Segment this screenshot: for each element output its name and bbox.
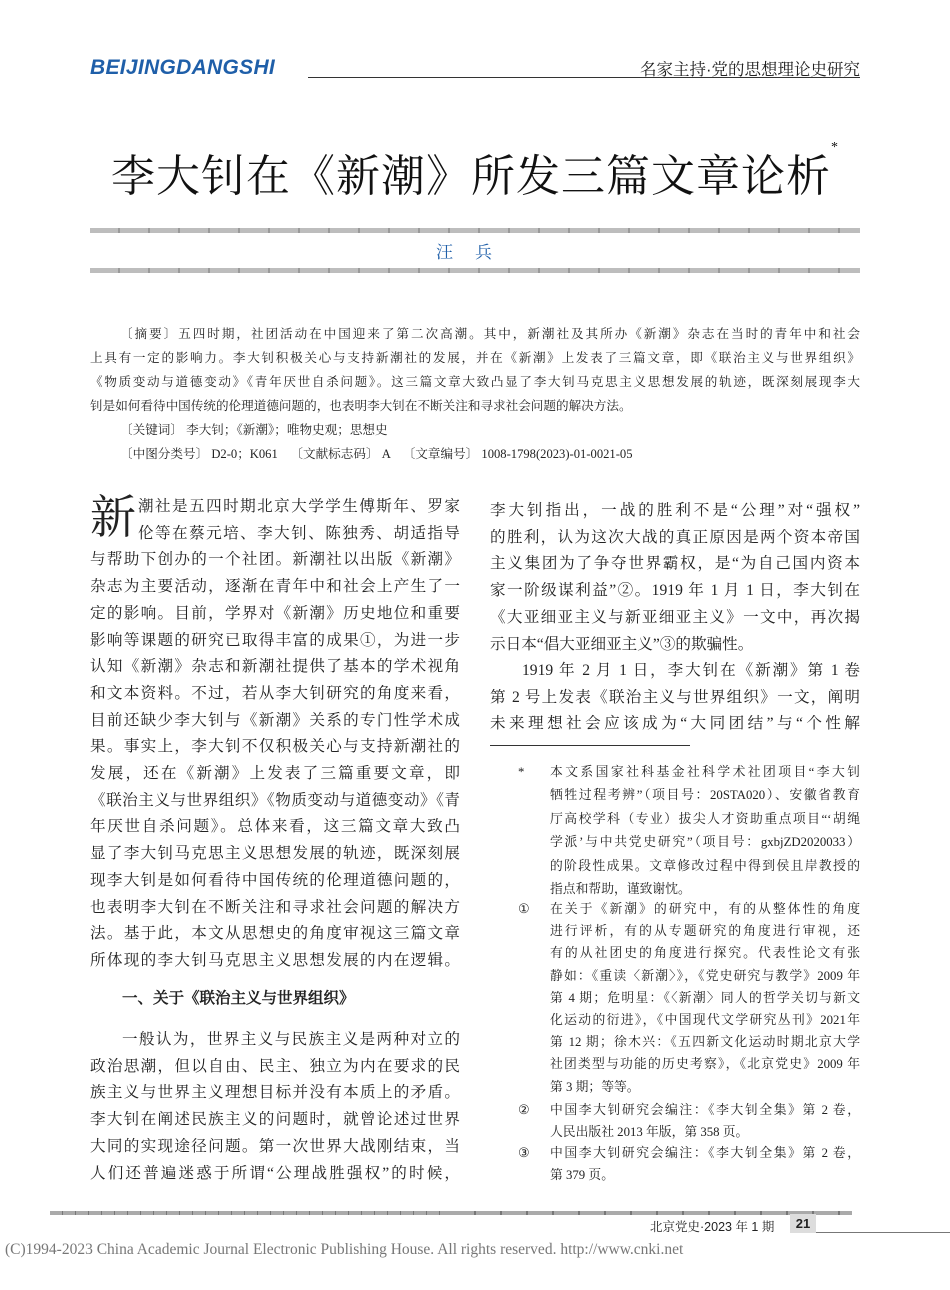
page-number: 21: [790, 1214, 816, 1233]
title-rule-top: [90, 228, 860, 233]
footnote-line: 本文系国家社科基金社科学术社团项目“李大钊: [550, 765, 860, 779]
clc-value: D2-0；K061: [211, 447, 278, 461]
body-line: 《联治主义与世界组织》《物质变动与道德变动》《青: [90, 791, 460, 809]
abstract-line: [90, 370, 860, 394]
keywords-label: 〔关键词〕: [120, 423, 183, 437]
body-line: 人们还普遍迷惑于所谓“公理战胜强权”的时候，: [90, 1164, 460, 1182]
body-line: 的胜利，认为这次大战的真正原因是两个资本帝国: [490, 528, 860, 546]
body-line: 一般认为，世界主义与民族主义是两种对立的: [122, 1031, 460, 1048]
keywords-text: 李大钊；《新潮》；唯物史观；思想史: [186, 423, 388, 437]
body-line: 政治思潮，但以自由、民主、独立为内在要求的民: [90, 1057, 460, 1075]
article-no-label: 〔文章编号〕: [402, 447, 479, 461]
body-line: 果。事实上，李大钊不仅积极关心与支持新潮社的: [90, 738, 460, 756]
abstract-line: [90, 346, 860, 370]
footnote-line: 第 379 页。: [550, 1167, 614, 1182]
abstract-line: [90, 394, 860, 418]
body-line: 法。基于此，本文从思想史的角度审视这三篇文章: [90, 925, 460, 943]
footnote-line: 牺牲过程考辨”（项目号：20STA020）、安徽省教育: [550, 788, 860, 803]
body-line: 现李大钊是如何看待中国传统的伦理道德问题的，: [90, 871, 460, 889]
footnote-line: 的阶段性成果。文章修改过程中得到侯且岸教授的: [550, 858, 860, 873]
abstract-line: [120, 322, 860, 346]
author-name: 汪兵: [436, 243, 514, 262]
footnote-line: 厅高校学科（专业）拔尖人才资助重点项目“‘胡绳: [550, 811, 860, 826]
section-heading: 一、关于《联治主义与世界组织》: [122, 990, 355, 1007]
body-line: 发展，还在《新潮》上发表了三篇重要文章，即: [90, 765, 460, 782]
footnote-line: 化运动的衍进》，《中国现代文学研究丛刊》2021年: [550, 1013, 860, 1027]
body-line: 目前还缺少李大钊与《新潮》关系的专门性学术成: [90, 711, 460, 729]
footnote-line: 指点和帮助，谨致谢忱。: [550, 882, 691, 896]
journal-brand-logo: BEIJINGDANGSHI: [90, 56, 276, 79]
footnote-line: 第 4 期；危明星：《〈新潮〉同人的哲学关切与新文: [550, 990, 860, 1005]
footnote-line: 中国李大钊研究会编注：《李大钊全集》第 2 卷，: [550, 1103, 860, 1117]
footer-rule: [50, 1211, 452, 1215]
footer-line: [816, 1232, 950, 1233]
abstract-text: 《物质变动与道德变动》《青年厌世自杀问题》。这三篇文章大致凸显了李大钊马克思主义思想发展的轨迹，既深刻展现李大: [90, 375, 860, 389]
footnote-line: 中国李大钊研究会编注：《李大钊全集》第 2 卷，: [550, 1146, 860, 1160]
doc-code-value: A: [381, 447, 391, 461]
clc-label: 〔中图分类号〕: [120, 447, 209, 461]
body-line: 1919 年 2 月 1 日，李大钊在《新潮》第 1 卷: [522, 662, 860, 679]
article-title-text: 李大钊在《新潮》所发三篇文章论析: [111, 152, 831, 201]
footnote-line: 静如：《重读〈新潮〉》，《党史研究与教学》2009 年: [550, 968, 860, 983]
body-line: 未来理想社会应该成为“大同团结”与“个性解: [490, 715, 860, 733]
body-line: 潮社是五四时期北京大学学生傅斯年、罗家: [138, 498, 460, 515]
classification-line: [120, 442, 633, 466]
footnote-line: 人民出版社 2013 年版，第 358 页。: [550, 1124, 749, 1139]
body-line: 族主义与世界主义理想目标并没有本质上的矛盾。: [90, 1084, 460, 1102]
body-line: 影响等课题的研究已取得丰富的成果①，为进一步: [90, 631, 460, 649]
body-line: 伦等在蔡元培、李大钊、陈独秀、胡适指导: [138, 524, 460, 542]
footnote-line: 进行评析，有的从专题研究的角度进行审视，还: [550, 924, 860, 939]
abstract-text: 钊是如何看待中国传统的伦理道德问题的，也表明李大钊在不断关注和寻求社会问题的解决方法。: [90, 399, 632, 413]
doc-code-label: 〔文献标志码〕: [290, 447, 379, 461]
abstract-label: 〔摘要〕: [120, 327, 179, 341]
body-line: 李大钊指出，一战的胜利不是“公理”对“强权”: [490, 502, 860, 519]
footnote-line: 在关于《新潮》的研究中，有的从整体性的角度: [550, 902, 860, 916]
body-line: 李大钊在阐述民族主义的问题时，就曾论述过世界: [90, 1111, 460, 1129]
body-line: 年厌世自杀问题》。总体来看，这三篇文章大致凸: [90, 818, 460, 836]
footnote-separator: [490, 745, 690, 746]
footnote-marker: *: [518, 765, 525, 779]
body-line: 主义集团为了争夺世界霸权，是“为自己国内资本: [490, 555, 860, 573]
body-line: 也表明李大钊在不断关注和寻求社会问题的解决方: [90, 898, 460, 916]
body-line: 《大亚细亚主义与新亚细亚主义》一文中，再次揭: [490, 608, 860, 626]
body-line: 和文本资料。不过，若从李大钊研究的角度来看，: [90, 684, 460, 702]
body-line: 显了李大钊马克思主义思想发展的轨迹，既深刻展: [90, 845, 460, 863]
body-line: 认知《新潮》杂志和新潮社提供了基本的学术视角: [90, 658, 460, 676]
article-title: [0, 140, 950, 204]
article-no-value: 1008-1798(2023)-01-0021-05: [481, 447, 633, 461]
footnote-marker: ②: [518, 1103, 530, 1117]
footnote-line: 第 12 期；徐木兴：《五四新文化运动时期北京大学: [550, 1035, 860, 1050]
body-line: 与帮助下创办的一个社团。新潮社以出版《新潮》: [90, 551, 460, 569]
footer-journal-issue: 北京党史·2023 年 1 期: [650, 1220, 775, 1234]
abstract-text: 五四时期，社团活动在中国迎来了第二次高潮。其中，新潮社及其所办《新潮》杂志在当时的青年中和社会: [178, 327, 861, 341]
body-line: 所体现的李大钊马克思主义思想发展的内在逻辑。: [90, 951, 460, 969]
footnote-line: 学派’与中共党史研究”（项目号：gxbjZD2020033）: [550, 835, 860, 850]
body-line: 第 2 号上发表《联治主义与世界组织》一文，阐明: [490, 688, 860, 706]
body-line: 大同的实现途径问题。第一次世界大战刚结束，当: [90, 1137, 460, 1155]
title-footnote-mark: *: [831, 140, 839, 155]
footnote-marker: ①: [518, 902, 530, 916]
drop-cap: 新: [90, 492, 136, 543]
abstract-text: 上具有一定的影响力。李大钊积极关心与支持新潮社的发展，并在《新潮》上发表了三篇文章，即《联治主义与世界组织》: [90, 351, 860, 365]
footnote-marker: ③: [518, 1146, 530, 1160]
body-line: 示日本“倡大亚细亚主义”③的欺骗性。: [490, 635, 754, 653]
body-line: 定的影响。目前，学界对《新潮》历史地位和重要: [90, 604, 460, 622]
footnote-line: 有的从社团史的角度进行探究。代表性论文有张: [550, 946, 860, 961]
footnote-line: 第 3 期；等等。: [550, 1079, 640, 1094]
column-section-title: 名家主持·党的思想理论史研究: [640, 61, 860, 79]
keywords: [120, 418, 388, 442]
title-rule-bottom: [90, 268, 860, 273]
copyright-watermark: (C)1994-2023 China Academic Journal Electronic Publishing House. All rights reserved. http://www.cnki.net: [5, 1241, 684, 1258]
body-line: 家一阶级谋利益”②。1919 年 1 月 1 日，李大钊在: [490, 582, 860, 600]
body-line: 杂志为主要活动，逐渐在青年中和社会上产生了一: [90, 578, 460, 596]
footnote-line: 社团类型与功能的历史考察》，《北京党史》2009 年: [550, 1057, 860, 1072]
